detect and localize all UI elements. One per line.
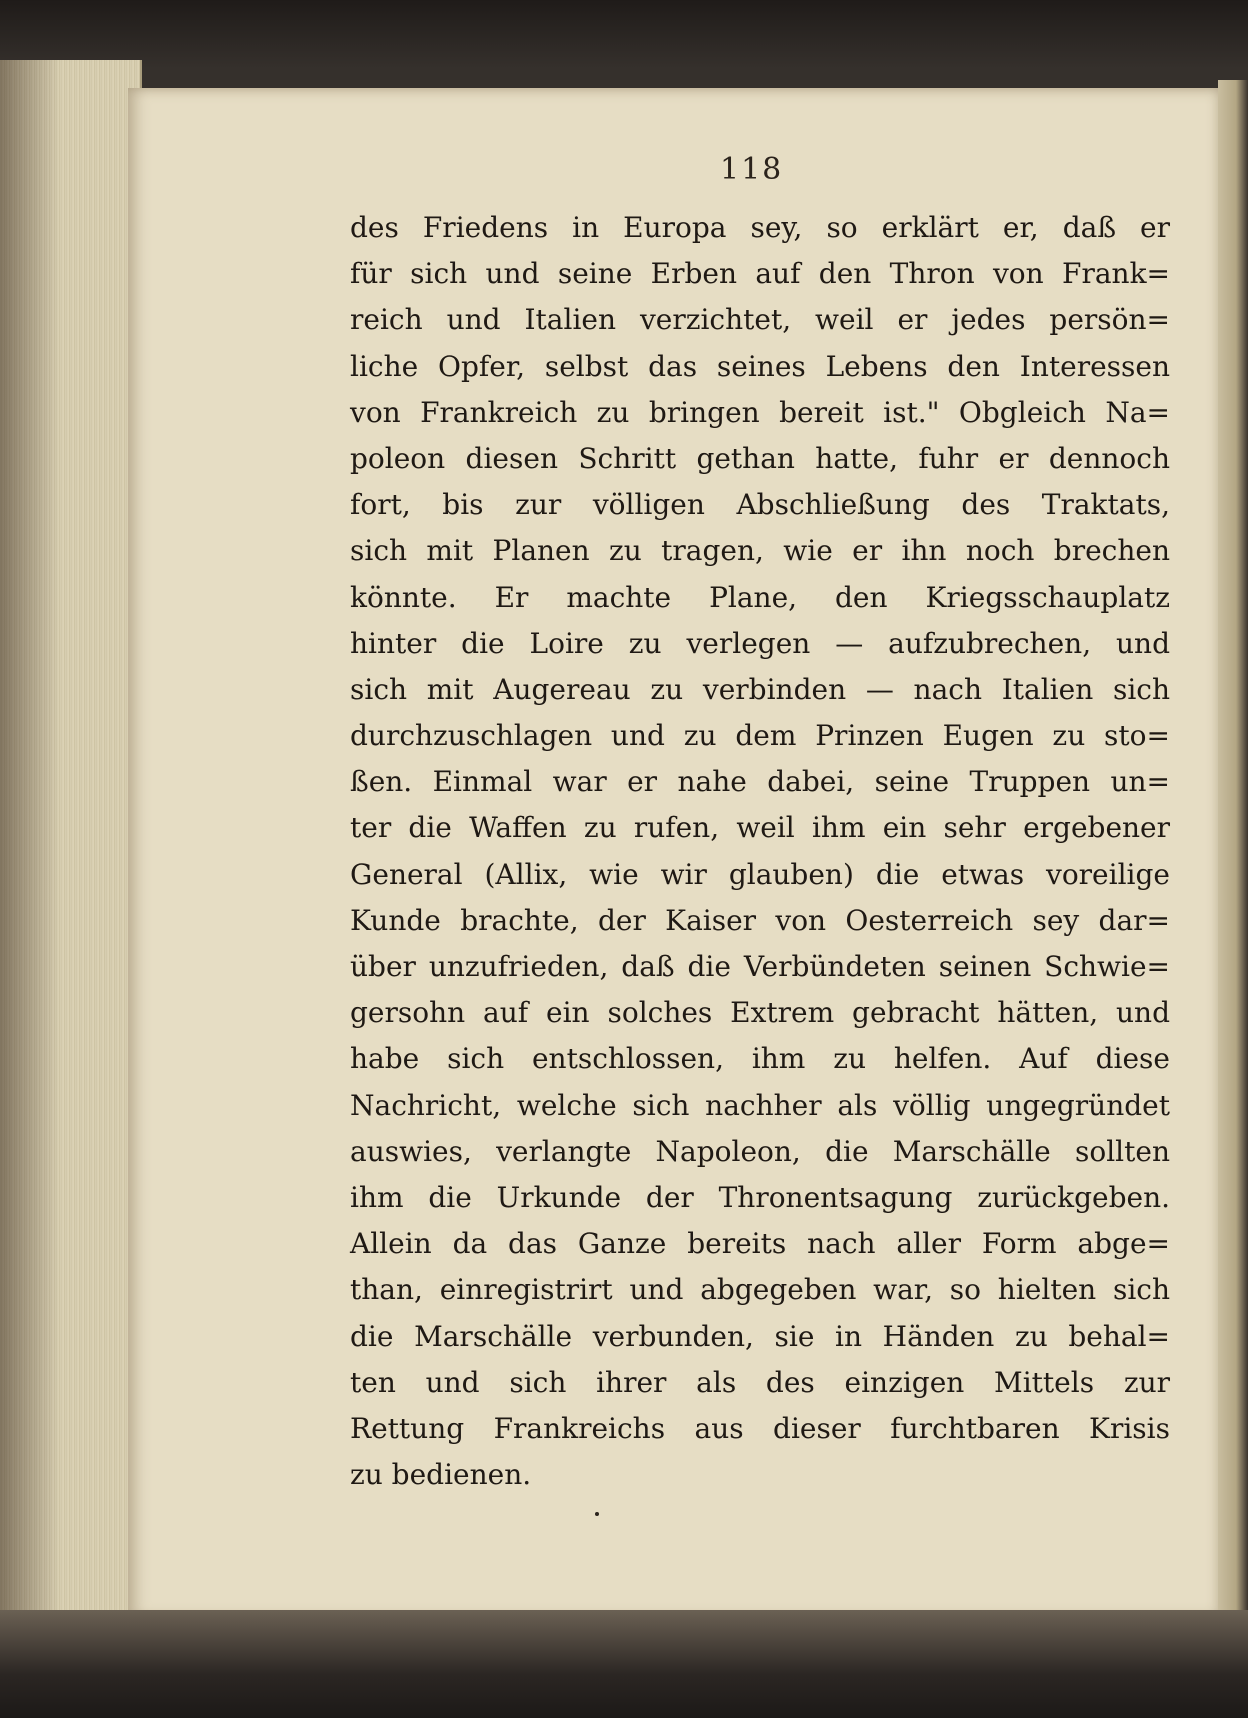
text-line: für sich und seine Erben auf den Thron von Frank= — [350, 257, 1170, 291]
text-line: poleon diesen Schritt gethan hatte, fuhr er dennoch — [350, 441, 1170, 475]
bottom-margin — [0, 1610, 1248, 1718]
text-line: Kunde brachte, der Kaiser von Oesterreich sey dar= — [350, 903, 1170, 937]
page-number: 118 — [720, 152, 784, 187]
text-line: von Frankreich zu bringen bereit ist." Obgleich Na= — [350, 395, 1170, 429]
text-line: Allein da das Ganze bereits nach aller Form abge= — [350, 1227, 1170, 1261]
text-line: des Friedens in Europa sey, so erklärt er, daß er — [350, 211, 1170, 244]
body-text — [350, 205, 1170, 1498]
text-line: könnte. Er machte Plane, den Kriegsschauplatz — [350, 580, 1170, 614]
right-page-edge — [1218, 80, 1248, 1640]
text-line: ten und sich ihrer als des einzigen Mittels zur — [350, 1365, 1170, 1399]
text-line: ter die Waffen zu rufen, weil ihm ein sehr ergebener — [350, 811, 1170, 845]
text-line: reich und Italien verzichtet, weil er jedes persön= — [350, 303, 1170, 337]
ink-dot — [595, 1512, 599, 1516]
text-line: habe sich entschlossen, ihm zu helfen. Auf diese — [350, 1042, 1170, 1076]
text-line: General (Allix, wie wir glauben) die etwas voreilige — [350, 857, 1170, 891]
text-line: hinter die Loire zu verlegen — aufzubrechen, und — [350, 626, 1170, 660]
text-line: durchzuschlagen und zu dem Prinzen Eugen zu sto= — [350, 719, 1170, 753]
text-line: auswies, verlangte Napoleon, die Marschälle sollten — [350, 1134, 1170, 1168]
text-line: than, einregistrirt und abgegeben war, so hielten sich — [350, 1273, 1170, 1307]
text-line: zu bedienen. — [350, 1458, 532, 1492]
text-line: ßen. Einmal war er nahe dabei, seine Truppen un= — [350, 765, 1170, 799]
binding-shadow — [0, 60, 60, 1620]
text-line: sich mit Planen zu tragen, wie er ihn noch brechen — [350, 534, 1170, 568]
text-line: fort, bis zur völligen Abschließung des Traktats, — [350, 488, 1170, 522]
text-line: Nachricht, welche sich nachher als völlig ungegründet — [350, 1088, 1170, 1122]
text-line: ihm die Urkunde der Thronentsagung zurückgeben. — [350, 1180, 1170, 1214]
text-line: sich mit Augereau zu verbinden — nach Italien sich — [350, 672, 1170, 706]
text-line: die Marschälle verbunden, sie in Händen zu behal= — [350, 1319, 1170, 1353]
text-line: über unzufrieden, daß die Verbündeten seinen Schwie= — [350, 950, 1170, 983]
text-line: liche Opfer, selbst das seines Lebens den Interessen — [350, 349, 1170, 383]
text-line: Rettung Frankreichs aus dieser furchtbaren Krisis — [350, 1411, 1170, 1445]
text-line: gersohn auf ein solches Extrem gebracht hätten, und — [350, 996, 1170, 1030]
